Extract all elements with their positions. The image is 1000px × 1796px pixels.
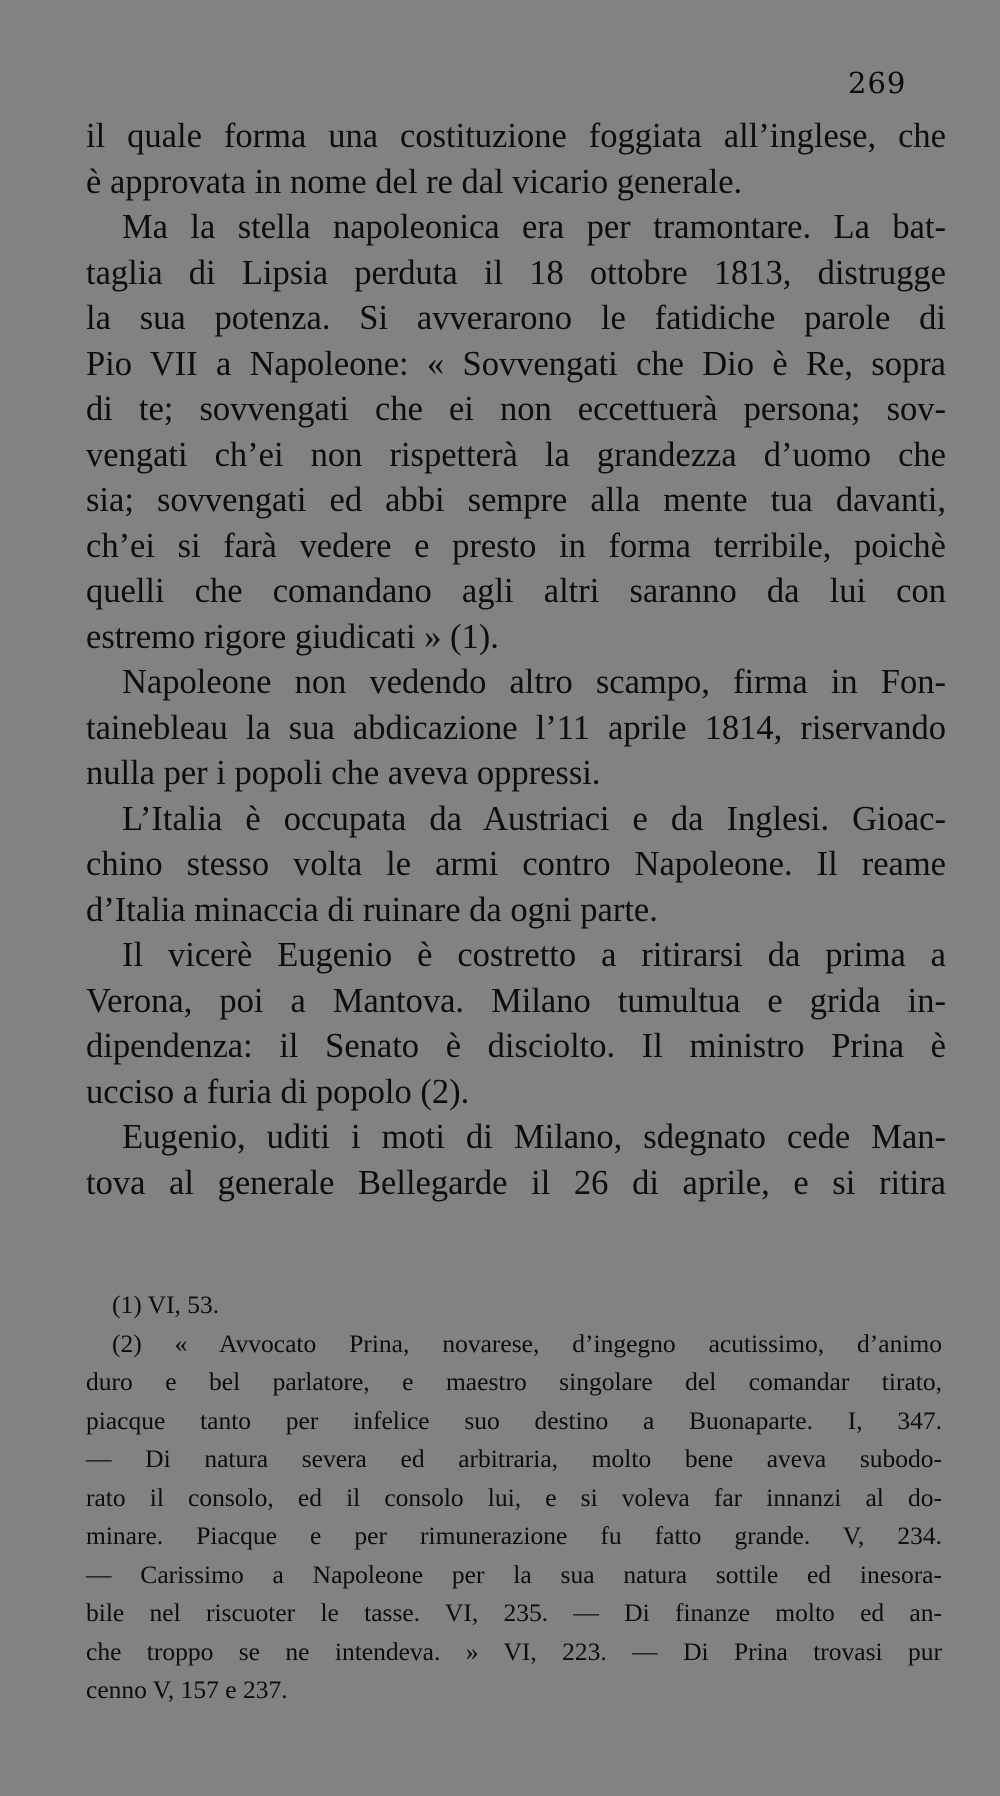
text-line: L’Italia è occupata da Austriaci e da Inglesi. Gioac-: [122, 799, 946, 838]
text-line: Verona, poi a Mantova. Milano tumultua e grida in-: [86, 981, 946, 1020]
text-line: sia; sovvengati ed abbi sempre alla mente tua davanti,: [86, 481, 946, 519]
text-line: tainebleau la sua abdicazione l’11 aprile 1814, riservando: [86, 708, 946, 747]
text-line: d’Italia minaccia di ruinare da ogni parte.: [86, 890, 658, 929]
text-line: di te; sovvengati che ei non eccettuerà persona; sov-: [86, 390, 946, 428]
text-line: la sua potenza. Si avverarono le fatidiche parole di: [86, 299, 946, 337]
footnote-line: bile nel riscuoter le tasse. VI, 235. — Di finanze molto ed an-: [86, 1598, 942, 1627]
text-line: vengati ch’ei non rispetterà la grandezza d’uomo che: [86, 435, 946, 474]
text-line: Napoleone non vedendo altro scampo, firma in Fon-: [122, 663, 946, 701]
footnote-line: piacque tanto per infelice suo destino a Buonaparte. I, 347.: [86, 1405, 942, 1435]
text-line: Il vicerè Eugenio è costretto a ritirarsi da prima a: [122, 936, 946, 974]
footnote-line: — Di natura severa ed arbitraria, molto bene aveva subodo-: [86, 1444, 942, 1473]
text-line: il quale forma una costituzione foggiata all’inglese, che: [86, 117, 946, 155]
footnote-line: (1) VI, 53.: [112, 1290, 220, 1319]
text-line: Pio VII a Napoleone: « Sovvengati che Dio è Re, sopra: [86, 344, 946, 383]
text-line: è approvata in nome del re dal vicario generale.: [86, 162, 743, 201]
text-line: quelli che comandano agli altri saranno da lui con: [86, 572, 946, 610]
text-line: estremo rigore giudicati » (1).: [86, 617, 499, 656]
footnote-line: cenno V, 157 e 237.: [86, 1675, 288, 1704]
footnote-line: che troppo se ne intendeva. » VI, 223. — Di Prina trovasi pur: [86, 1636, 942, 1666]
text-line: ch’ei si farà vedere e presto in forma terribile, poichè: [86, 526, 946, 565]
page-number: 269: [848, 66, 907, 100]
text-line: Ma la stella napoleonica era per tramontare. La bat-: [122, 208, 946, 246]
footnote-line: (2) « Avvocato Prina, novarese, d’ingegno acutissimo, d’animo: [112, 1328, 942, 1358]
text-line: nulla per i popoli che aveva oppressi.: [86, 754, 601, 792]
footnotes: [86, 1286, 942, 1710]
main-text: [86, 114, 946, 1206]
text-line: taglia di Lipsia perduta il 18 ottobre 1813, distrugge: [86, 253, 946, 292]
text-line: tova al generale Bellegarde il 26 di aprile, e si ritira: [86, 1163, 946, 1202]
footnote-line: minare. Piacque e per rimunerazione fu fatto grande. V, 234.: [86, 1521, 942, 1550]
footnote-line: rato il consolo, ed il consolo lui, e si voleva far innanzi al do-: [86, 1482, 942, 1512]
text-line: dipendenza: il Senato è disciolto. Il ministro Prina è: [86, 1027, 946, 1065]
footnote-line: — Carissimo a Napoleone per la sua natura sottile ed inesora-: [86, 1559, 942, 1589]
text-line: chino stesso volta le armi contro Napoleone. Il reame: [86, 845, 946, 883]
text-line: Eugenio, uditi i moti di Milano, sdegnato cede Man-: [122, 1118, 946, 1156]
text-line: ucciso a furia di popolo (2).: [86, 1072, 470, 1111]
footnote-line: duro e bel parlatore, e maestro singolare del comandar tirato,: [86, 1367, 942, 1396]
